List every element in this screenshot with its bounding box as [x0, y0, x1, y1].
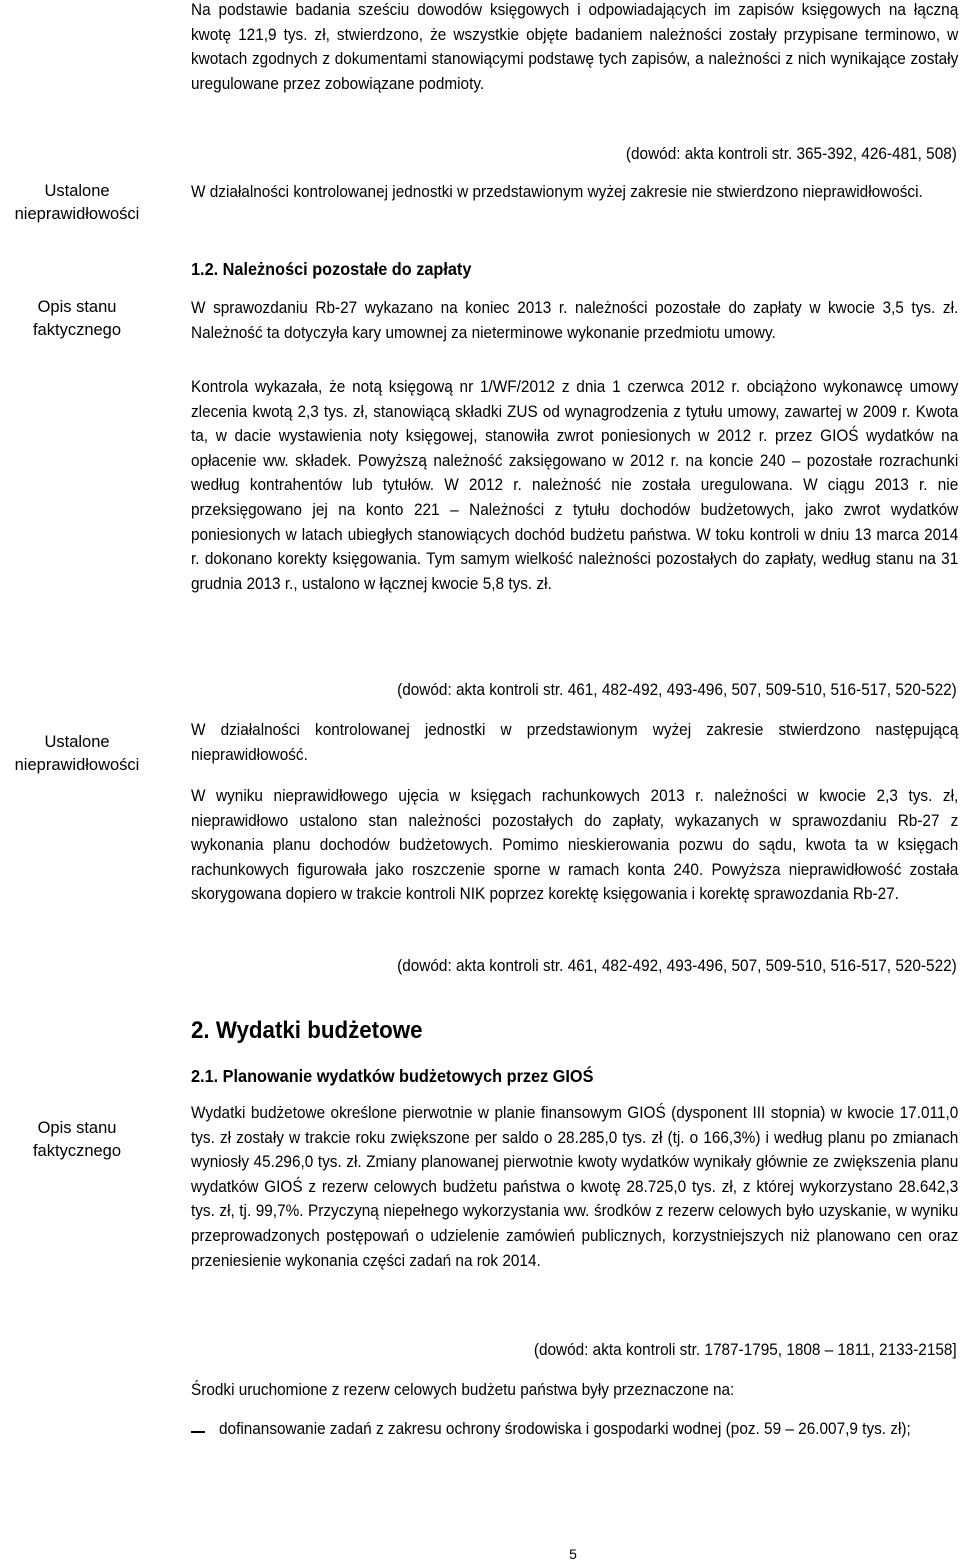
- sidebar-label-ustalone-2: [0, 731, 154, 777]
- paragraph: W sprawozdaniu Rb-27 wykazano na koniec 2013 r. należności pozostałe do zapłaty w kwocie 3,5 tys. zł. Należność ta dotyczyła kary umownej za nieterminowe wykonanie przedmiotu umowy.: [191, 299, 959, 342]
- sidebar-label-line: nieprawidłowości: [14, 205, 140, 223]
- evidence-reference: (dowód: akta kontroli str. 461, 482-492, 493-496, 507, 509-510, 516-517, 520-522): [397, 681, 957, 699]
- section-heading: 1.2. Należności pozostałe do zapłaty: [191, 259, 472, 279]
- sidebar-label-line: faktycznego: [32, 1142, 122, 1160]
- list-bullet-dash: [191, 1431, 205, 1433]
- paragraph: Wydatki budżetowe określone pierwotnie w planie finansowym GIOŚ (dysponent III stopnia) w kwocie 17.011,0 tys. zł zostały w trakcie roku zwiększone per saldo o 28.285,0 tys. zł (tj. o 166,3%) i według planu po zmianach wyniosły 45.296,0 tys. zł. Zmiany planowanej pierwotnie kwoty wydatków wynikały głównie ze zwiększenia planu wydatków GIOŚ z rezerw celowych budżetu państwa o kwotę 28.725,0 tys. zł, z której wykorzystano 28.642,3 tys. zł, tj. 99,7%. Przyczyną niepełnego wykorzystania ww. środków z rezerw celowych było uzyskanie, w wyniku przeprowadzonych postępowań o udzielenie zamówień publicznych, korzystniejszych niż planowano cen oraz przeniesienie wykonania części zadań na rok 2014.: [191, 1104, 959, 1270]
- sidebar-label-ustalone-1: [0, 180, 154, 226]
- evidence-reference: (dowód: akta kontroli str. 365-392, 426-481, 508): [626, 145, 957, 163]
- sidebar-label-line: Opis stanu: [37, 1119, 117, 1137]
- chapter-heading: 2. Wydatki budżetowe: [191, 1017, 423, 1044]
- sidebar-label-opis-2: [0, 1117, 154, 1163]
- sidebar-label-line: Opis stanu: [37, 298, 117, 316]
- evidence-reference: (dowód: akta kontroli str. 461, 482-492, 493-496, 507, 509-510, 516-517, 520-522): [397, 957, 957, 975]
- sidebar-label-opis-1: [0, 296, 154, 342]
- list-item: dofinansowanie zadań z zakresu ochrony środowiska i gospodarki wodnej (poz. 59 – 26.007,9 tys. zł);: [219, 1420, 911, 1438]
- paragraph: Na podstawie badania sześciu dowodów księgowych i odpowiadających im zapisów księgowych na łączną kwotę 121,9 tys. zł, stwierdzono, że wszystkie objęte badaniem należności zostały przypisane terminowo, w kwotach zgodnych z dokumentami stanowiącymi podstawę tych zapisów, a należności z nich wynikające zostały uregulowane przez zobowiązane podmioty.: [191, 1, 959, 93]
- section-heading: 2.1. Planowanie wydatków budżetowych przez GIOŚ: [191, 1066, 594, 1086]
- sidebar-label-line: Ustalone: [44, 182, 110, 200]
- sidebar-label-line: nieprawidłowości: [14, 756, 140, 774]
- paragraph: Kontrola wykazała, że notą księgową nr 1/WF/2012 z dnia 1 czerwca 2012 r. obciążono wykonawcę umowy zlecenia kwotą 2,3 tys. zł, stanowiącą składki ZUS od wynagrodzenia z tytułu umowy, zawartej w 2009 r. Kwota ta, w dacie wystawienia noty księgowej, stanowiła zwrot poniesionych w 2012 r. przez GIOŚ wydatków na opłacenie ww. składek. Powyższą należność zaksięgowano w 2012 r. na koncie 240 – pozostałe rozrachunki według kontrahentów lub tytułów. W 2012 r. należność nie została uregulowana. W ciągu 2013 r. nie przeksięgowano jej na konto 221 – Należności z tytułu dochodów budżetowych, jako zwrot wydatków poniesionych w latach ubiegłych stanowiących dochód budżetu państwa. W toku kontroli w dniu 13 marca 2014 r. dokonano korekty księgowania. Tym samym wielkość należności pozostałych do zapłaty, według stanu na 31 grudnia 2013 r., ustalono w łącznej kwocie 5,8 tys. zł.: [191, 378, 959, 593]
- paragraph: W wyniku nieprawidłowego ujęcia w księgach rachunkowych 2013 r. należności w kwocie 2,3 tys. zł, nieprawidłowo ustalono stan należności pozostałych do zapłaty, wykazanych w sprawozdaniu Rb-27 z wykonania planu dochodów budżetowych. Pomimo nieskierowania pozwu do sądu, kwota ta w księgach rachunkowych figurowała jako roszczenie sporne w ramach konta 240. Powyższa nieprawidłowość została skorygowana dopiero w trakcie kontroli NIK poprzez korektę księgowania i korektę sprawozdania Rb-27.: [191, 787, 959, 904]
- paragraph: Środki uruchomione z rezerw celowych budżetu państwa były przeznaczone na:: [191, 1381, 735, 1399]
- sidebar-label-line: Ustalone: [44, 733, 110, 751]
- paragraph: W działalności kontrolowanej jednostki w przedstawionym wyżej zakresie nie stwierdzono nieprawidłowości.: [191, 183, 923, 201]
- page-number: 5: [569, 1546, 577, 1562]
- sidebar-label-line: faktycznego: [32, 321, 122, 339]
- evidence-reference: (dowód: akta kontroli str. 1787-1795, 1808 – 1811, 2133-2158]: [534, 1341, 957, 1359]
- paragraph: W działalności kontrolowanej jednostki w przedstawionym wyżej zakresie stwierdzono następującą nieprawidłowość.: [191, 721, 959, 764]
